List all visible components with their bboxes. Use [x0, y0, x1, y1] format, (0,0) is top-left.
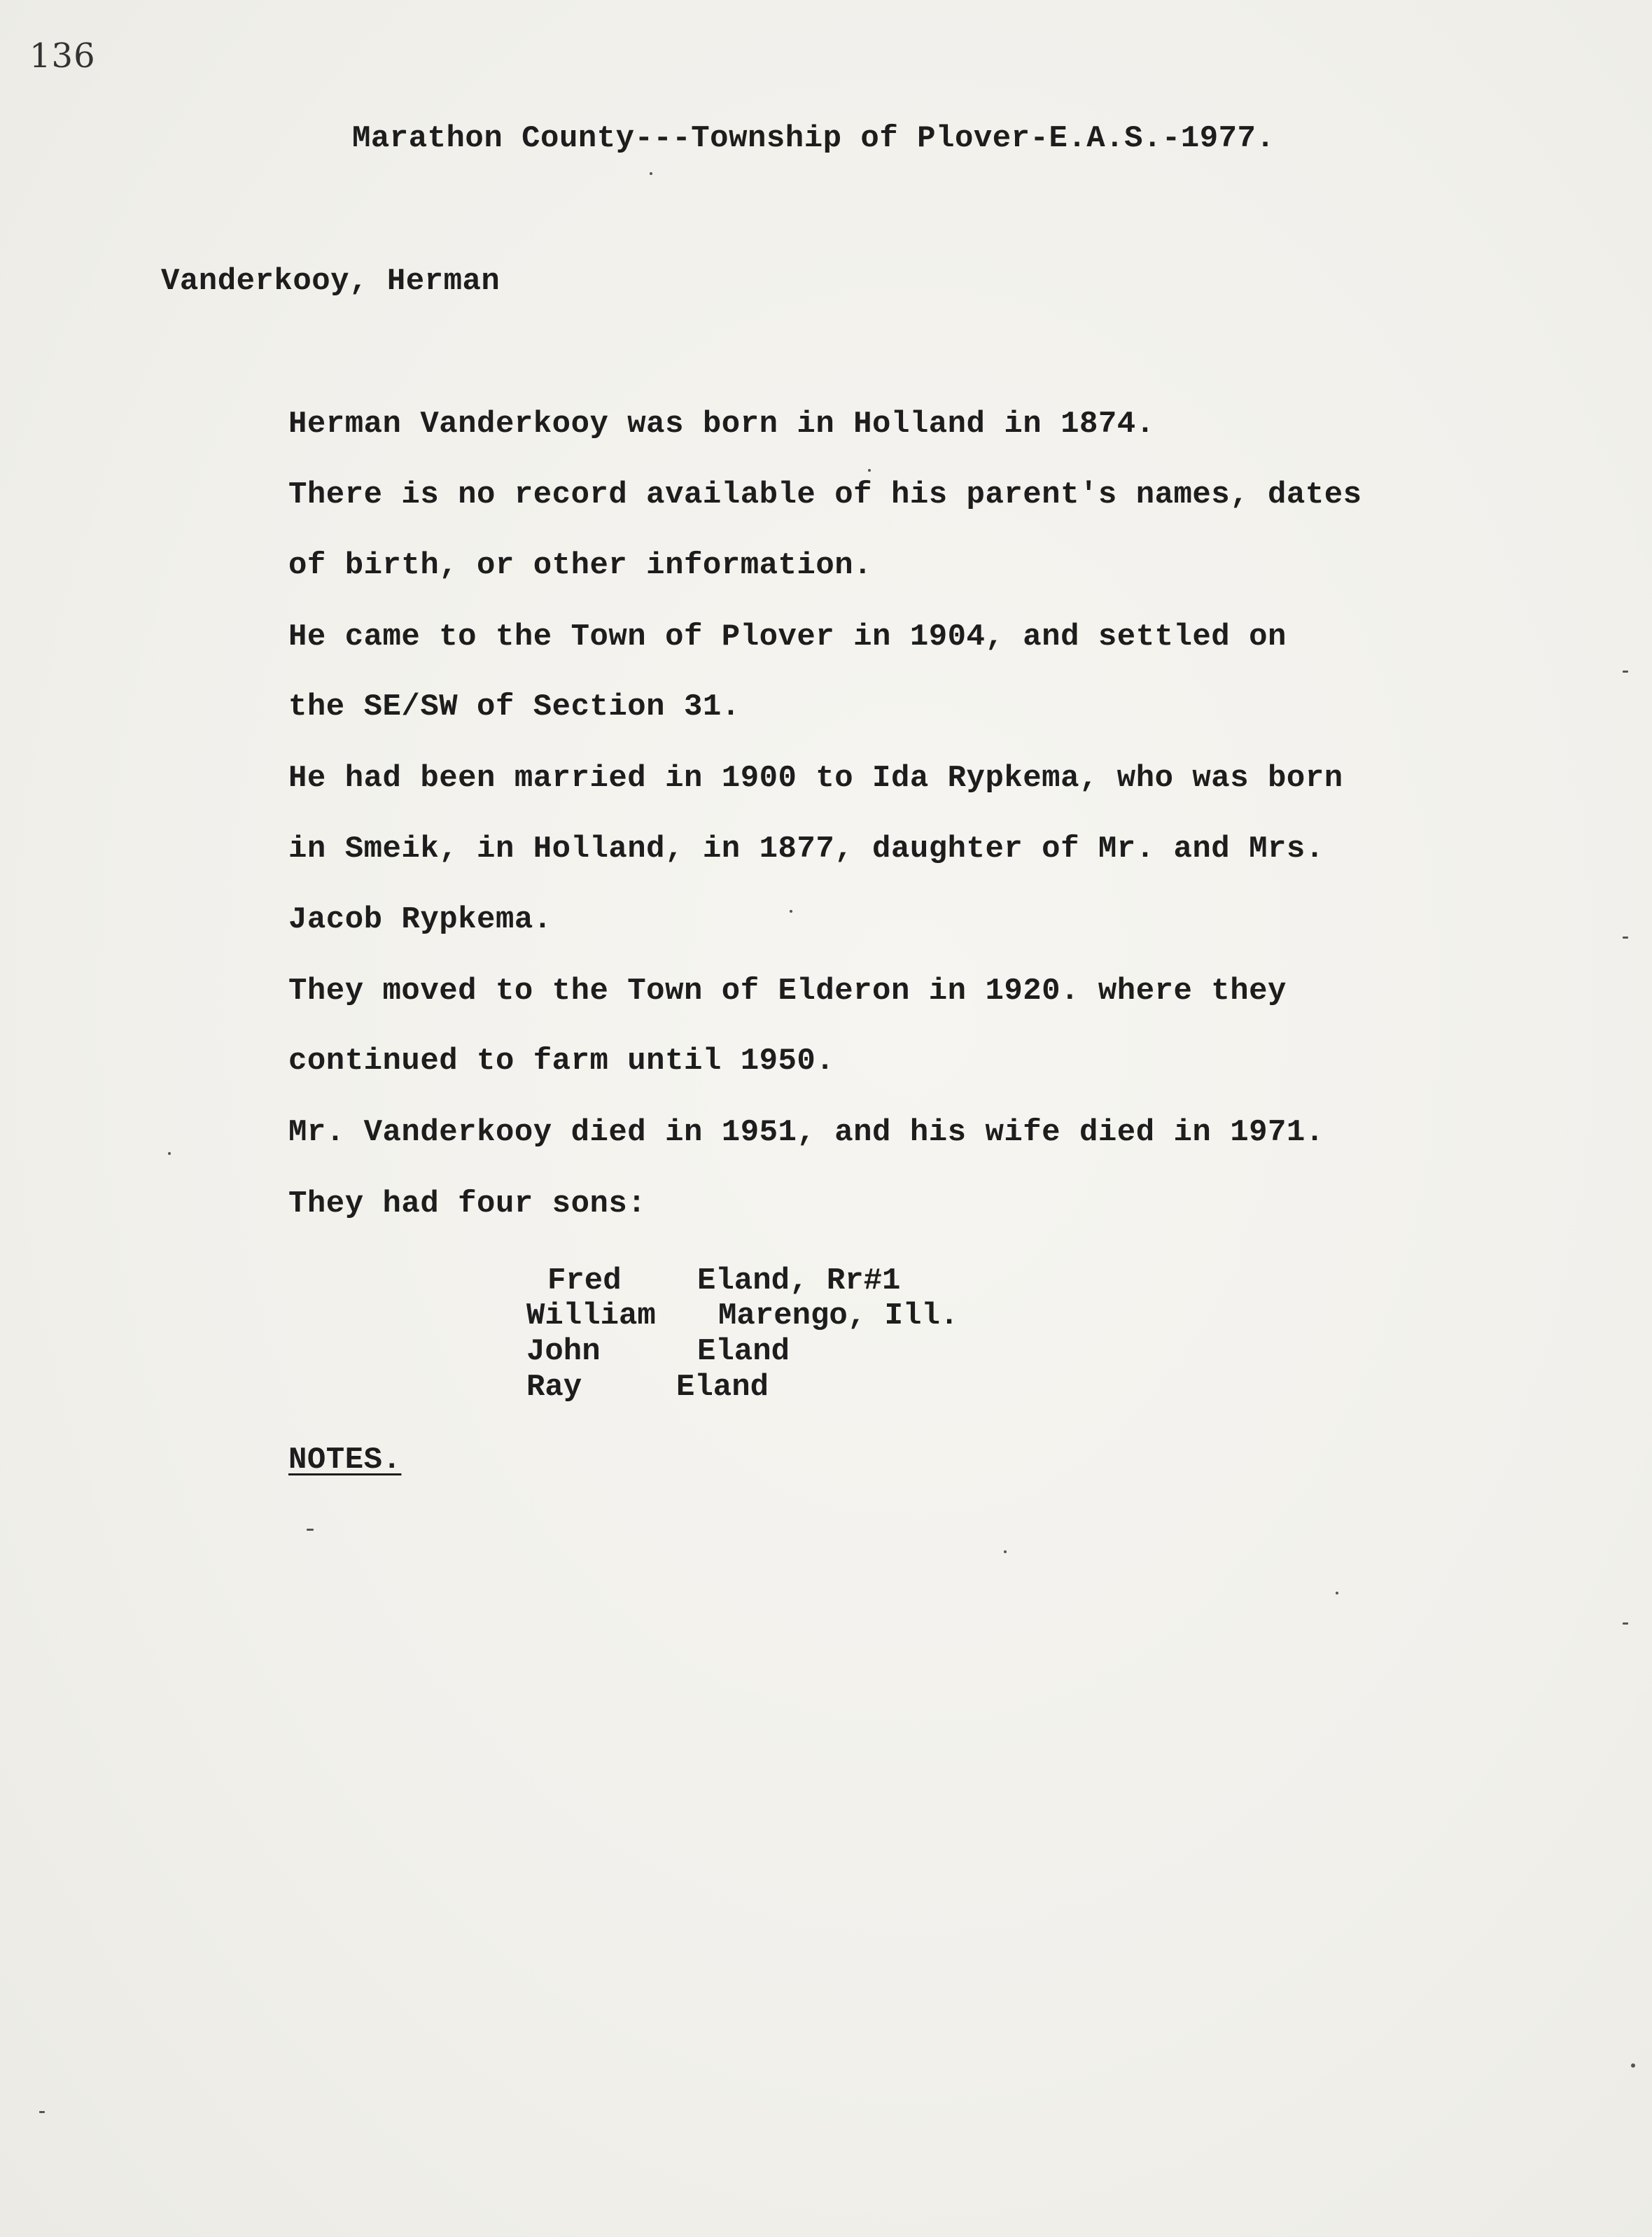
son-residence: Marengo, Ill. [718, 1298, 959, 1333]
paper-speck [1623, 1622, 1628, 1625]
son-residence: Eland [676, 1370, 769, 1405]
body-line: He had been married in 1900 to Ida Rypkema, who was born [288, 761, 1343, 796]
paper-speck [1004, 1550, 1007, 1553]
notes-heading: NOTES. [288, 1443, 402, 1478]
body-line: Mr. Vanderkooy died in 1951, and his wife died in 1971. [288, 1115, 1324, 1150]
body-line: of birth, or other information. [288, 548, 873, 583]
paper-speck [307, 1529, 314, 1531]
paper-speck [790, 910, 792, 913]
body-line: in Smeik, in Holland, in 1877, daughter of Mr. and Mrs. [288, 832, 1324, 867]
list-item [526, 1369, 769, 1515]
paper-speck [1631, 2063, 1635, 2068]
page-number: 136 [29, 36, 96, 76]
paper-speck [39, 2111, 45, 2113]
paper-speck [1336, 1592, 1338, 1594]
son-residence: Eland, Rr#1 [697, 1263, 901, 1298]
body-line: Herman Vanderkooy was born in Holland in 1874. [288, 407, 1155, 442]
paper-speck [168, 1152, 171, 1155]
paper-speck [868, 469, 871, 472]
body-line: the SE/SW of Section 31. [288, 689, 741, 724]
body-line: Jacob Rypkema. [288, 902, 552, 937]
body-line: continued to farm until 1950. [288, 1044, 835, 1079]
paper-speck [1623, 937, 1628, 939]
paper-speck [650, 172, 652, 175]
paper-speck [1623, 671, 1628, 673]
son-name: Fred [547, 1263, 622, 1298]
subject-name: Vanderkooy, Herman [161, 264, 500, 299]
body-line: He came to the Town of Plover in 1904, and settled on [288, 619, 1287, 654]
son-name: William [526, 1298, 656, 1333]
son-name: John [526, 1334, 601, 1369]
body-line: There is no record available of his parent's names, dates [288, 477, 1362, 512]
son-residence: Eland [697, 1334, 790, 1369]
document-title: Marathon County---Township of Plover-E.A.S.-1977. [352, 121, 1275, 156]
body-line: They had four sons: [288, 1186, 647, 1221]
body-line: They moved to the Town of Elderon in 1920. where they [288, 974, 1287, 1009]
son-name: Ray [526, 1370, 582, 1405]
